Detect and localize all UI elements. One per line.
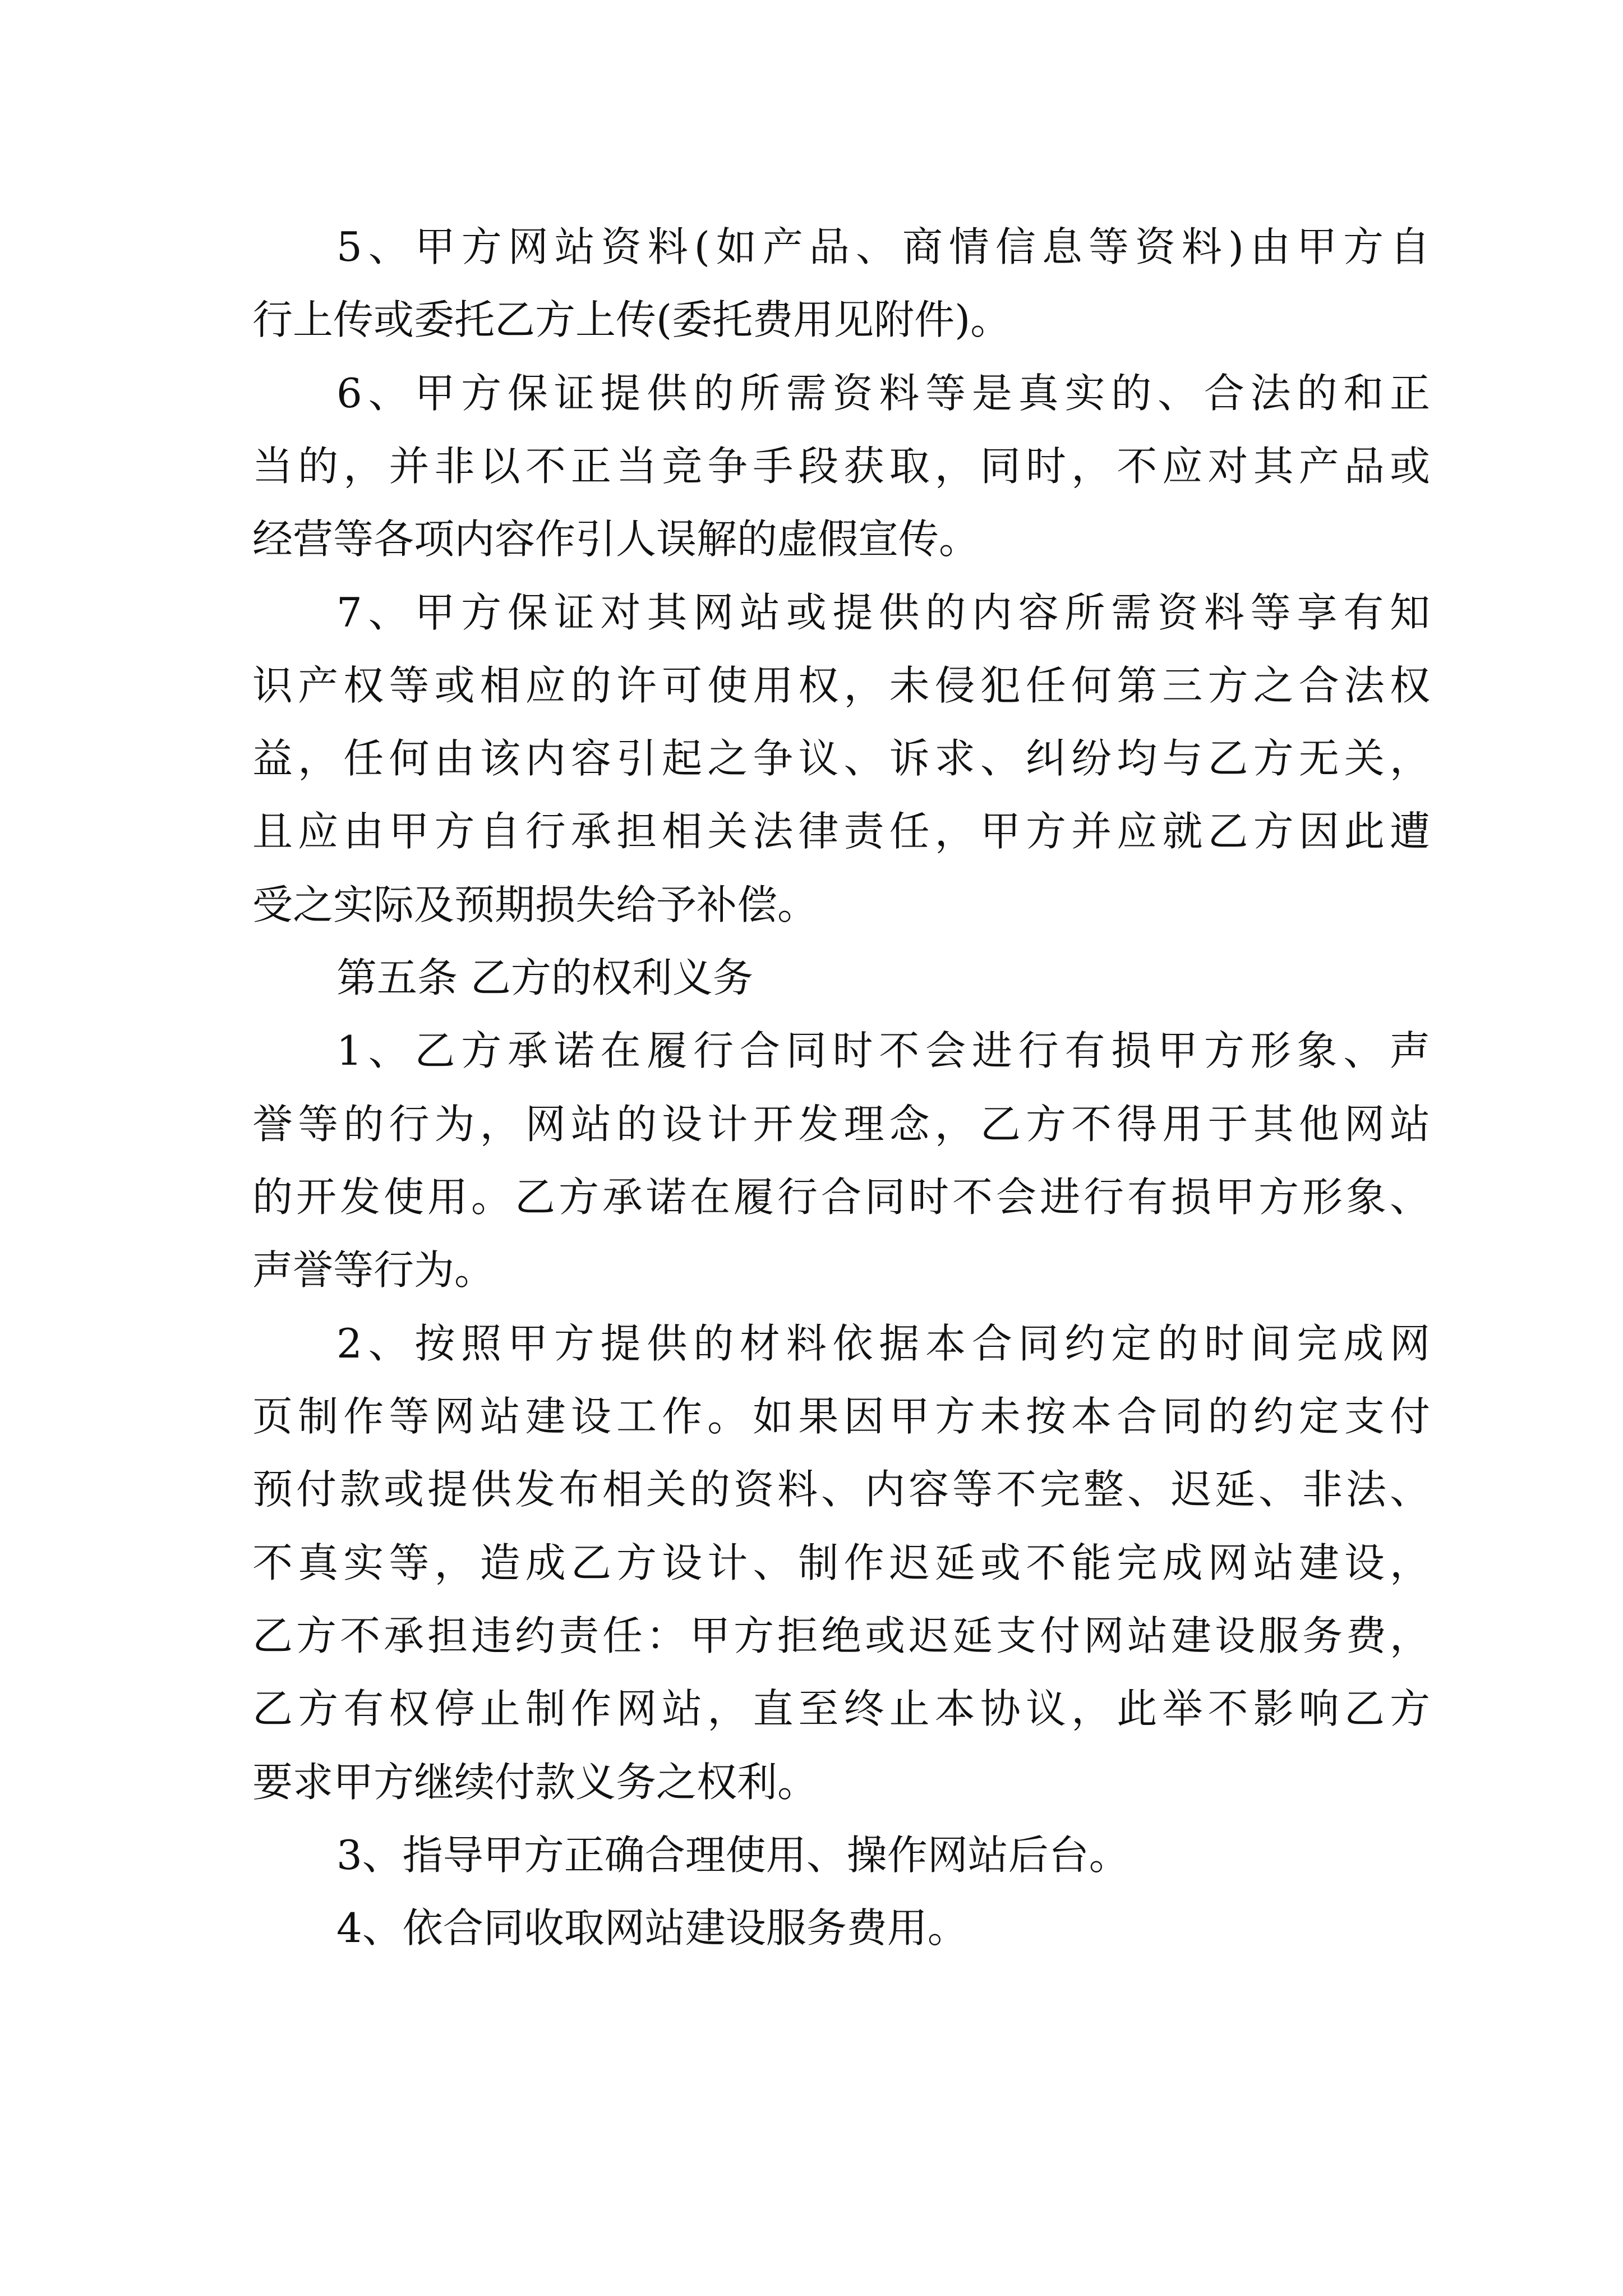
paragraph-7-line-2: 识产权等或相应的许可使用权，未侵犯任何第三方之合法权 bbox=[252, 662, 1430, 709]
paragraph-7-line-3: 益，任何由该内容引起之争议、诉求、纠纷均与乙方无关， bbox=[252, 735, 1430, 782]
item-2-line-5: 乙方不承担违约责任：甲方拒绝或迟延支付网站建设服务费， bbox=[252, 1612, 1430, 1659]
item-3-line-1: 3、指导甲方正确合理使用、操作网站后台。 bbox=[336, 1832, 1129, 1879]
item-2-line-7: 要求甲方继续付款义务之权利。 bbox=[252, 1759, 818, 1806]
item-2-line-6: 乙方有权停止制作网站，直至终止本协议，此举不影响乙方 bbox=[252, 1685, 1430, 1732]
item-2-line-4: 不真实等，造成乙方设计、制作迟延或不能完成网站建设， bbox=[252, 1539, 1430, 1586]
paragraph-6-line-3: 经营等各项内容作引人误解的虚假宣传。 bbox=[252, 516, 980, 563]
section-heading: 第五条 乙方的权利义务 bbox=[336, 954, 753, 1001]
item-1-line-1: 1、乙方承诺在履行合同时不会进行有损甲方形象、声 bbox=[336, 1027, 1430, 1074]
paragraph-6-line-2: 当的，并非以不正当竞争手段获取，同时，不应对其产品或 bbox=[252, 443, 1430, 490]
item-2-line-2: 页制作等网站建设工作。如果因甲方未按本合同的约定支付 bbox=[252, 1393, 1430, 1440]
paragraph-5-line-1: 5、甲方网站资料(如产品、商情信息等资料)由甲方自 bbox=[336, 223, 1430, 270]
item-1-line-4: 声誉等行为。 bbox=[252, 1246, 495, 1294]
paragraph-6-line-1: 6、甲方保证提供的所需资料等是真实的、合法的和正 bbox=[336, 370, 1430, 417]
item-4-line-1: 4、依合同收取网站建设服务费用。 bbox=[336, 1904, 968, 1952]
item-2-line-3: 预付款或提供发布相关的资料、内容等不完整、迟延、非法、 bbox=[252, 1466, 1430, 1513]
paragraph-7-line-1: 7、甲方保证对其网站或提供的内容所需资料等享有知 bbox=[336, 589, 1430, 636]
item-2-line-1: 2、按照甲方提供的材料依据本合同约定的时间完成网 bbox=[336, 1320, 1430, 1367]
paragraph-7-line-5: 受之实际及预期损失给予补偿。 bbox=[252, 881, 818, 928]
item-1-line-3: 的开发使用。乙方承诺在履行合同时不会进行有损甲方形象、 bbox=[252, 1174, 1430, 1221]
paragraph-7-line-4: 且应由甲方自行承担相关法律责任，甲方并应就乙方因此遭 bbox=[252, 808, 1430, 855]
item-1-line-2: 誉等的行为，网站的设计开发理念，乙方不得用于其他网站 bbox=[252, 1101, 1430, 1148]
paragraph-5-line-2: 行上传或委托乙方上传(委托费用见附件)。 bbox=[252, 296, 1011, 343]
